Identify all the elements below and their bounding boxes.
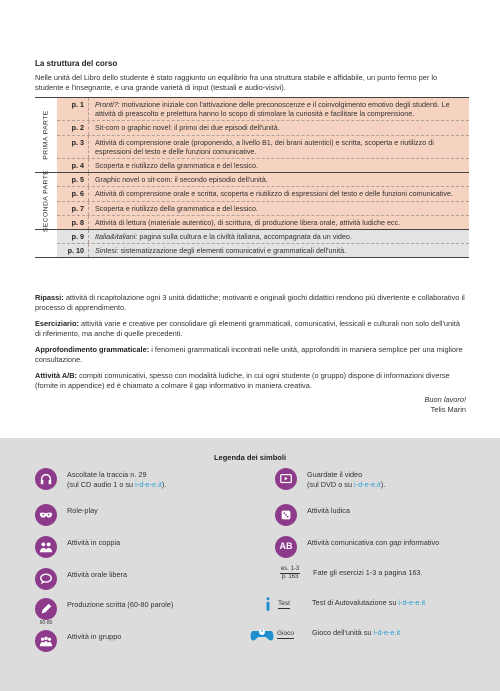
page-number: p. 8 <box>57 216 89 229</box>
pencil-icon <box>35 598 57 620</box>
video-icon <box>275 468 297 490</box>
legend-item-writing: 60-80 Produzione scritta (60-80 parole) <box>35 598 173 626</box>
table-row <box>57 230 469 244</box>
row-description: Sit-com o graphic novel: il primo dei due episodi dell'unità. <box>95 123 280 133</box>
legend-item-audio: Ascoltate la traccia n. 29 (sul CD audio 1 o su i-d-e-e.it). <box>35 468 166 490</box>
symbol-legend <box>0 438 500 691</box>
row-description: Scoperta e riutilizzo della grammatica e del lessico. <box>95 161 258 171</box>
page-number: p. 5 <box>57 173 89 186</box>
part-one-group <box>35 97 469 172</box>
group-icon <box>35 630 57 652</box>
table-row <box>57 187 469 201</box>
row-description: Sintesi: sistematizzazione degli elementi comunicativi e grammaticali dell'unità. <box>95 246 347 256</box>
speech-bubble-icon <box>35 568 57 590</box>
page-number: p. 6 <box>57 187 89 200</box>
headphones-icon <box>35 468 57 490</box>
table-row <box>57 216 469 229</box>
legend-item-role-play: Role-play <box>35 504 98 526</box>
table-row <box>57 173 469 187</box>
ab-icon: AB <box>275 536 297 558</box>
page-number: p. 9 <box>57 230 89 243</box>
description-paragraphs <box>35 293 467 397</box>
legend-item-exercises: es. 1-3 p. 163 Fate gli esercizi 1-3 a pagina 163. <box>275 566 423 581</box>
description-paragraph: Attività A/B: compiti comunicativi, spesso con modalità ludiche, in cui ogni studente (o gruppo) dispone di informazioni diverse (fornite in appendice) ed è chiamato a colmare il gap informativo in maniera creativa. <box>35 371 450 390</box>
signature-name: Telis Marin <box>430 405 466 414</box>
part-one-rows <box>57 98 469 172</box>
course-structure-table <box>35 97 469 258</box>
word-count-label: 60-80 <box>39 620 53 626</box>
page-number: p. 7 <box>57 202 89 215</box>
video-link[interactable]: i-d-e-e.it <box>354 479 381 489</box>
description-paragraph: Eserciziario: attività varie e creative per consolidare gli elementi grammaticali, comunicativi, lessicali e culturali non solo dell'unità di riferimento, ma anche di quelle precedenti. <box>35 319 460 338</box>
exercise-ref-icon: es. 1-3 p. 163 <box>280 566 300 580</box>
legend-item-unit-game: Gioco Gioco dell'unità su i-d-e-e.it <box>250 626 400 642</box>
table-row <box>57 202 469 216</box>
legend-item-ab: AB Attività comunicativa con gap informativo <box>275 536 439 558</box>
row-description: Scoperta e riutilizzo della grammatica e del lessico. <box>95 203 258 213</box>
mask-icon <box>35 504 57 526</box>
table-row <box>57 121 469 135</box>
legend-item-group: Attività in gruppo <box>35 630 121 652</box>
section-title: La struttura del corso <box>35 59 118 68</box>
description-paragraph: Ripassi: attività di ricapitolazione ogni 3 unità didattiche; motivanti e originali giochi didattici rendono più divertente e collaborativo il processo di apprendimento. <box>35 293 465 312</box>
description-paragraph: Approfondimento grammaticale: i fenomeni grammaticali incontrati nelle unità, approfonditi in maniera semplice per una migliore consultazione. <box>35 345 463 364</box>
dice-icon <box>275 504 297 526</box>
game-icon: Gioco <box>250 626 306 642</box>
table-row <box>57 159 469 172</box>
part-three-group <box>35 229 469 258</box>
row-description: Attività di lettura (materiale autentico), di scrittura, di produzione libera orale, attività ludiche ecc. <box>95 217 401 227</box>
legend-item-test: Test Test di Autovalutazione su i-d-e-e.it <box>262 596 425 612</box>
page-number: p. 3 <box>57 136 89 158</box>
test-link[interactable]: i-d-e-e.it <box>398 598 426 607</box>
legend-item-oral: Attività orale libera <box>35 568 127 590</box>
part-one-label: PRIMA PARTE <box>42 110 50 160</box>
part-two-group <box>35 169 469 233</box>
table-row <box>57 98 469 121</box>
part-two-label: SECONDA PARTE <box>42 169 50 233</box>
part-two-rows <box>57 173 469 229</box>
row-description: Attività di comprensione orale e scritta, scoperta e riutilizzo di espressioni del testo e delle funzioni comunicative. <box>95 189 453 199</box>
table-row <box>57 136 469 159</box>
pair-icon <box>35 536 57 558</box>
signature <box>425 395 467 415</box>
row-description: Graphic novel o sit-com: il secondo episodio dell'unità. <box>95 175 268 185</box>
legend-item-game-activity: Attività ludica <box>275 504 350 526</box>
row-description: Pronti?: motivazione iniziale con l'attivazione delle preconoscenze e il coinvolgimento emotivo degli studenti. Le attività di preascolto e prelettura hanno lo scopo di stimolare la curiosità e facilitare la comprensione. <box>95 100 450 119</box>
page-number: p. 1 <box>57 98 89 120</box>
table-row <box>57 244 469 257</box>
intro-paragraph: Nelle unità del Libro dello studente è stato raggiunto un equilibrio fra una struttura stabile e affidabile, un punto fermo per lo studente e l'insegnante, e una grande varietà di input (testuali e audio-visivi). <box>35 73 438 92</box>
page-number: p. 2 <box>57 121 89 134</box>
legend-item-video: Guardate il video (sul DVD o su i-d-e-e.it). <box>275 468 385 490</box>
row-description: Attività di comprensione orale (proponendo, a livello B1, dei brani autentici) e scritta, scoperta e riutilizzo di espressioni del testo e delle funzioni comunicative. <box>95 137 434 156</box>
row-description: Italia&italiani: pagina sulla cultura e la civiltà italiana, accompagnata da un video. <box>95 232 352 242</box>
test-icon: Test <box>262 596 306 612</box>
page-number: p. 10 <box>57 244 89 257</box>
part-three-rows <box>57 230 469 257</box>
page-number: p. 4 <box>57 159 89 172</box>
signature-greeting: Buon lavoro! <box>424 395 466 404</box>
legend-title: Legenda dei simboli <box>213 453 287 462</box>
audio-link[interactable]: i-d-e-e.it <box>135 479 162 489</box>
game-link[interactable]: i-d-e-e.it <box>373 628 401 637</box>
legend-item-pair: Attività in coppia <box>35 536 120 558</box>
